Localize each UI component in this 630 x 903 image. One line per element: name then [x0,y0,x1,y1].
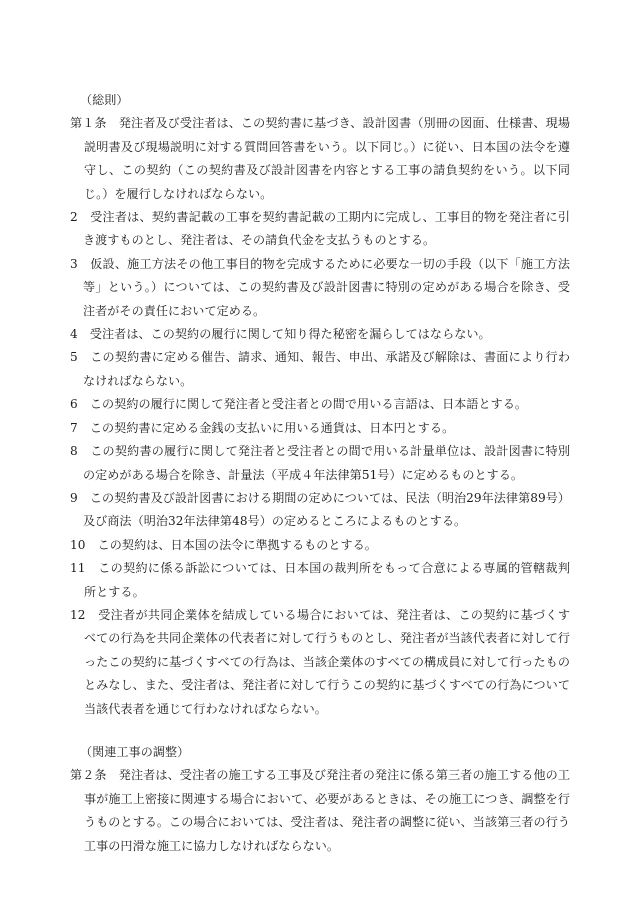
article-1-paragraph-10 [70,534,570,557]
article-1-paragraph-3 [70,253,570,323]
paragraph-text: この契約の履行に関して発注者と受注者との間で用いる言語は、日本語とする。 [77,397,528,412]
paragraph-number: 8 [70,444,78,459]
article-2 [70,764,570,858]
paragraph-text: この契約書及び設計図書における期間の定めについては、民法（明治29年法律第89号）及び商法（明治32年法律第48号）の定めるところによるものとする。 [77,490,570,529]
paragraph-text: この契約書の履行に関して発注者と受注者との間で用いる計量単位は、設計図書に特別の定めがある場合を除き、計量法（平成４年法律第51号）に定めるものとする。 [77,444,570,482]
article-2-text: 発注者は、受注者の施工する工事及び発注者の発注に係る第三者の施工する他の工事が施工上密接に関連する場合において、必要があるときは、その施工につき、調整を行うものとする。この場合においては、受注者は、発注者の調整に従い、当該第三者の行う工事の円滑な施工に協力しなければならない。 [84,768,570,853]
paragraph-number: 3 [70,256,78,271]
section-spacer [70,721,570,741]
article-1-paragraph-5 [70,346,570,393]
article-1 [70,112,570,206]
paragraph-number: 12 [70,607,86,622]
paragraph-number: 10 [70,537,86,552]
article-1-paragraph-4 [70,323,570,346]
paragraph-number: 7 [70,420,78,435]
article-2-number: 第２条 [70,768,107,783]
paragraph-text: この契約書に定める金銭の支払いに用いる通貨は、日本円とする。 [77,420,455,435]
article-1-paragraph-2 [70,206,570,253]
article-1-number: 第１条 [70,116,107,131]
article-1-paragraph-9 [70,487,570,534]
article-1-paragraph-6 [70,393,570,416]
paragraph-text: 仮設、施工方法その他工事目的物を完成するために必要な一切の手段（以下「施工方法等」という。）については、この契約書及び設計図書に特別の定めがある場合を除き、受注者がその責任において定める。 [77,256,570,318]
paragraph-text: この契約に係る訴訟については、日本国の裁判所をもって合意による専属的管轄裁判所とする。 [84,561,570,599]
section-heading-general: （総則） [80,93,129,107]
paragraph-text: 受注者が共同企業体を結成している場合においては、発注者は、この契約に基づくすべての行為を共同企業体の代表者に対して行うものとし、発注者が当該代表者に対して行ったこの契約に基づくすべての行為は、当該企業体のすべての構成員に対して行ったものとみなし、また、受注者は、発注者に対して行うこの契約に基づくすべての行為について当該代表者を通じて行わなければならない。 [84,607,570,716]
paragraph-number: 4 [70,327,78,342]
paragraph-text: この契約は、日本国の法令に準拠するものとする。 [85,537,377,552]
article-1-paragraph-7 [70,417,570,440]
paragraph-number: 2 [70,210,78,225]
paragraph-number: 6 [70,397,78,412]
paragraph-number: 11 [70,561,86,576]
article-1-paragraph-11 [70,557,570,604]
section-heading-related-works: （関連工事の調整） [80,744,190,759]
paragraph-text: 受注者は、契約書記載の工事を契約書記載の工期内に完成し、工事目的物を発注者に引き渡すものとし、発注者は、その請負代金を支払うものとする。 [77,210,570,248]
document-page [70,89,570,858]
article-1-paragraph-8 [70,440,570,487]
paragraph-number: 5 [70,350,78,365]
article-1-paragraph-12 [70,604,570,721]
paragraph-text: この契約書に定める催告、請求、通知、報告、申出、承諾及び解除は、書面により行わなければならない。 [77,350,570,388]
paragraph-number: 9 [70,490,78,505]
paragraph-text: 受注者は、この契約の履行に関して知り得た秘密を漏らしてはならない。 [77,327,491,342]
article-1-text: 発注者及び受注者は、この契約書に基づき、設計図書（別冊の図面、仕様書、現場説明書及び現場説明に対する質問回答書をいう。以下同じ。）に従い、日本国の法令を遵守し、この契約（この契約書及び設計図書を内容とする工事の請負契約をいう。以下同じ。）を履行しなければならない。 [84,116,570,201]
